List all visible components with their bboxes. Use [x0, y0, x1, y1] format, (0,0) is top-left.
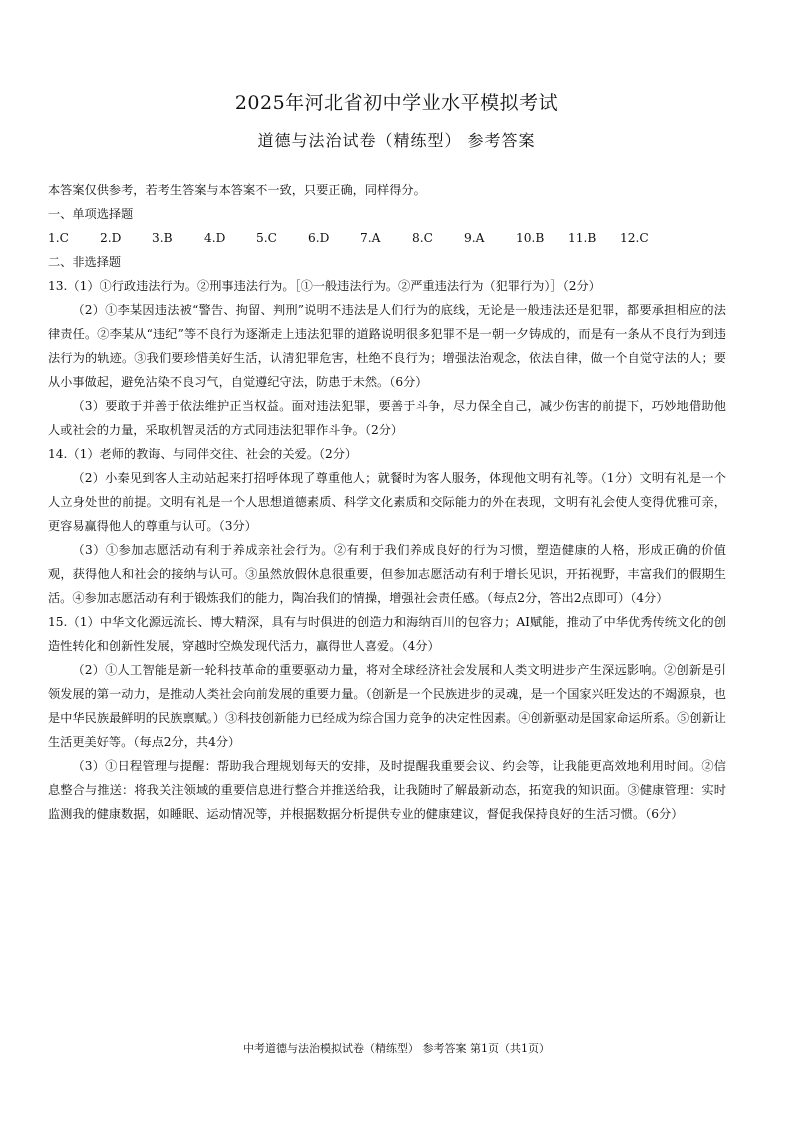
answer-item: 6.D: [308, 231, 330, 245]
section1-heading: 一、单项选择题: [48, 207, 134, 221]
answer-item: 9.A: [464, 231, 485, 245]
answer-item: 1.C: [48, 231, 69, 245]
q15-part1: 15.（1）中华文化源远流长、博大精深，具有与时俱进的创造力和海纳百川的包容力；AI赋能，推动了中华优秀传统文化的创造性转化和创新性发展，穿越时空焕发现代活力，赢得世人喜爱。（4分）: [48, 615, 726, 653]
q13-part3: （3）要敢于并善于依法维护正当权益。面对违法犯罪，要善于斗争，尽力保全自己，减少伤害的前提下，巧妙地借助他人或社会的力量，采取机智灵活的方式同违法犯罪作斗争。（2分）: [48, 399, 726, 437]
q13-part2: （2）①李某因违法被“警告、拘留、判刑”说明不违法是人们行为的底线，无论是一般违法还是犯罪，都要承担相应的法律责任。②李某从“违纪”等不良行为逐渐走上违法犯罪的道路说明很多犯罪不是一朝一夕铸成的，而是有一条从不良行为到违法行为的轨迹。③我们要珍惜美好生活，认清犯罪危害，杜绝不良行为；增强法治观念，依法自律，做一个自觉守法的人；要从小事做起，避免沾染不良习气，自觉遵纪守法，防患于未然。（6分）: [48, 303, 726, 389]
q14-part1: 14.（1）老师的教诲、与同伴交往、社会的关爱。（2分）: [48, 447, 358, 461]
answer-item: 2.D: [100, 231, 122, 245]
answer-item: 4.D: [204, 231, 226, 245]
q15-part2: （2）①人工智能是新一轮科技革命的重要驱动力量，将对全球经济社会发展和人类文明进步产生深远影响。②创新是引领发展的第一动力，是推动人类社会向前发展的重要力量。（创新是一个民族进步的灵魂，是一个国家兴旺发达的不竭源泉，也是中华民族最鲜明的民族禀赋。）③科技创新能力已经成为综合国力竞争的决定性因素。④创新驱动是国家命运所系。⑤创新让生活更美好等。（每点2分，共4分）: [48, 663, 726, 749]
answer-item: 12.C: [620, 231, 649, 245]
answer-item: 10.B: [516, 231, 545, 245]
answer-item: 11.B: [568, 231, 597, 245]
answer-item: 3.B: [152, 231, 173, 245]
answer-item: 7.A: [360, 231, 381, 245]
q14-part3: （3）①参加志愿活动有利于养成亲社会行为。②有利于我们养成良好的行为习惯，塑造健康的人格，形成正确的价值观，获得他人和社会的接纳与认可。③虽然放假休息很重要，但参加志愿活动有利于增长见识，开拓视野，丰富我们的假期生活。④参加志愿活动有利于锻炼我们的能力，陶冶我们的情操，增强社会责任感。（每点2分，答出2点即可）（4分）: [48, 543, 726, 605]
intro-note: 本答案仅供参考，若考生答案与本答案不一致，只要正确，同样得分。: [48, 183, 426, 197]
answer-item: 5.C: [256, 231, 277, 245]
choice-answers: [48, 226, 726, 250]
q15-part3: （3）①日程管理与提醒：帮助我合理规划每天的安排，及时提醒我重要会议、约会等，让我能更高效地利用时间。②信息整合与推送：将我关注领域的重要信息进行整合并推送给我，让我随时了解最新动态，拓宽我的知识面。③健康管理：实时监测我的健康数据，如睡眠、运动情况等，并根据数据分析提供专业的健康建议，督促我保持良好的生活习惯。（6分）: [48, 759, 726, 821]
exam-title: 2025年河北省初中学业水平模拟考试: [234, 92, 559, 114]
q14-part2: （2）小秦见到客人主动站起来打招呼体现了尊重他人；就餐时为客人服务，体现他文明有礼等。（1分）文明有礼是一个人立身处世的前提。文明有礼是一个人思想道德素质、科学文化素质和交际能力的外在表现，文明有礼会使人变得优雅可亲，更容易赢得他人的尊重与认可。（3分）: [48, 471, 726, 533]
exam-subtitle: 道德与法治试卷（精练型） 参考答案: [257, 131, 536, 150]
answer-item: 8.C: [412, 231, 433, 245]
page-footer: 中考道德与法治模拟试卷（精练型） 参考答案 第1页（共1页）: [243, 1042, 550, 1055]
answer-content: [48, 178, 726, 826]
q13-part1: 13.（1）①行政违法行为。②刑事违法行为。［①一般违法行为。②严重违法行为（犯罪行为）］（2分）: [48, 279, 601, 293]
section2-heading: 二、非选择题: [48, 255, 122, 269]
